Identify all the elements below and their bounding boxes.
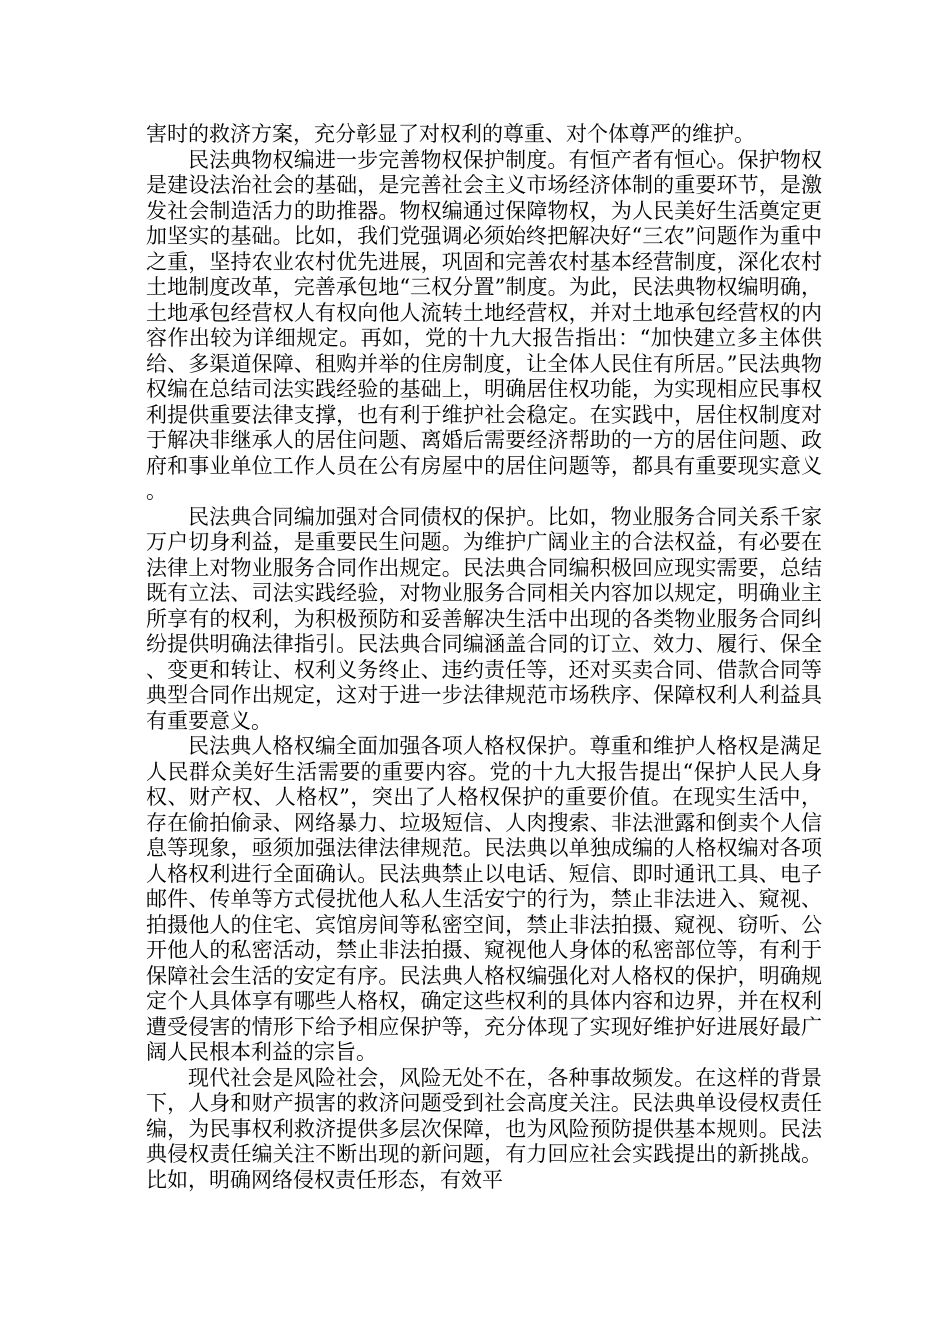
paragraph-tort-liability: 现代社会是风险社会，风险无处不在，各种事故频发。在这样的背景下，人身和财产损害的救济问题受到社会高度关注。民法典单设侵权责任编，为民事权利救济提供多层次保障，也为风险预防提供基本规则。民法典侵权责任编关注不断出现的新问题，有力回应社会实践提出的新挑战。比如，明确网络侵权责任形态，有效平 bbox=[146, 1065, 822, 1192]
paragraph-property-rights: 民法典物权编进一步完善物权保护制度。有恒产者有恒心。保护物权是建设法治社会的基础，是完善社会主义市场经济体制的重要环节，是激发社会制造活力的助推器。物权编通过保障物权，为人民美好生活奠定更加坚实的基础。比如，我们党强调必须始终把解决好“三农”问题作为重中之重，坚持农业农村优先进展，巩固和完善农村基本经营制度，深化农村土地制度改革，完善承包地“三权分置”制度。为此，民法典物权编明确，土地承包经营权人有权向他人流转土地经营权，并对土地承包经营权的内容作出较为详细规定。再如，党的十九大报告指出：“加快建立多主体供给、多渠道保障、租购并举的住房制度，让全体人民住有所居。”民法典物权编在总结司法实践经验的基础上，明确居住权功能，为实现相应民事权利提供重要法律支撑，也有利于维护社会稳定。在实践中，居住权制度对于解决非继承人的居住问题、离婚后需要经济帮助的一方的居住问题、政府和事业单位工作人员在公有房屋中的居住问题等，都具有重要现实意义。 bbox=[146, 147, 822, 503]
paragraph-personality-rights: 民法典人格权编全面加强各项人格权保护。尊重和维护人格权是满足人民群众美好生活需要的重要内容。党的十九大报告提出“保护人民人身权、财产权、人格权”，突出了人格权保护的重要价值。在现实生活中，存在偷拍偷录、网络暴力、垃圾短信、人肉搜索、非法泄露和倒卖个人信息等现象，亟须加强法律法律规范。民法典以单独成编的人格权编对各项人格权利进行全面确认。民法典禁止以电话、短信、即时通讯工具、电子邮件、传单等方式侵扰他人私人生活安宁的行为，禁止非法进入、窥视、拍摄他人的住宅、宾馆房间等私密空间，禁止非法拍摄、窥视、窃听、公开他人的私密活动，禁止非法拍摄、窥视他人身体的私密部位等，有利于保障社会生活的安定有序。民法典人格权编强化对人格权的保护，明确规定个人具体享有哪些人格权，确定这些权利的具体内容和边界，并在权利遭受侵害的情形下给予相应保护等，充分体现了实现好维护好进展好最广阔人民根本利益的宗旨。 bbox=[146, 734, 822, 1064]
paragraph-contract: 民法典合同编加强对合同债权的保护。比如，物业服务合同关系千家万户切身利益，是重要民生问题。为维护广阔业主的合法权益，有必要在法律上对物业服务合同作出规定。民法典合同编积极回应现实需要，总结既有立法、司法实践经验，对物业服务合同相关内容加以规定，明确业主所享有的权利，为积极预防和妥善解决生活中出现的各类物业服务合同纠纷提供明确法律指引。民法典合同编涵盖合同的订立、效力、履行、保全、变更和转让、权利义务终止、违约责任等，还对买卖合同、借款合同等典型合同作出规定，这对于进一步法律规范市场秩序、保障权利人利益具有重要意义。 bbox=[146, 504, 822, 733]
document-body bbox=[146, 122, 822, 1193]
paragraph-continuation: 害时的救济方案，充分彰显了对权利的尊重、对个体尊严的维护。 bbox=[146, 122, 755, 146]
